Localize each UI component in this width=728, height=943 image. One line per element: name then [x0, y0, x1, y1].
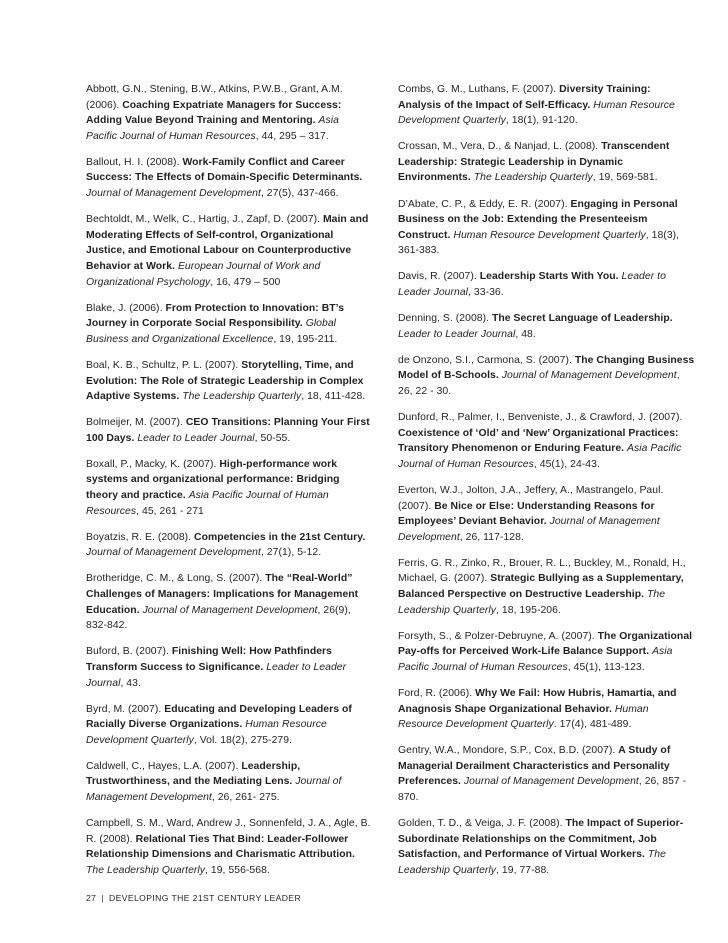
reference-details: , 44, 295 – 317.: [255, 130, 329, 142]
reference-journal: Asia Pacific Journal of Human Resources: [398, 646, 673, 673]
reference-journal: The Leadership Quarterly: [86, 864, 206, 876]
reference-authors: de Onzono, S.I., Carmona, S. (2007).: [398, 354, 572, 366]
reference-title: Storytelling, Time, and Evolution: The Role of Strategic Leadership in Complex Adaptive Systems.: [86, 359, 364, 403]
reference-details: , 19, 556-568.: [205, 864, 270, 876]
reference-entry: [398, 410, 696, 472]
reference-details: . 17(4), 481-489.: [553, 719, 632, 731]
reference-entry: [86, 759, 371, 806]
reference-title: From Protection to Innovation: BT’s Journey in Corporate Social Responsibility.: [86, 302, 345, 330]
reference-authors: Denning, S. (2008).: [398, 313, 490, 325]
reference-authors: Davis, R. (2007).: [398, 271, 477, 283]
reference-title: Be Nice or Else: Understanding Reasons for Employees’ Deviant Behavior.: [398, 500, 655, 528]
reference-title: Main and Moderating Effects of Self-control, Organizational Justice, and Emotional Labour on Counterproductive Behavior at Work.: [86, 214, 369, 272]
reference-journal: The Leadership Quarterly: [398, 849, 666, 876]
reference-title: Engaging in Personal Business on the Job: Extending the Presenteeism Construct.: [398, 198, 678, 241]
reference-journal: Journal of Management Development: [86, 776, 342, 804]
reference-authors: Gentry, W.A., Mondore, S.P., Cox, B.D. (2007).: [398, 745, 616, 757]
reference-entry: [86, 212, 371, 290]
reference-journal: Leader to Leader Journal: [86, 661, 347, 689]
reference-entry: [86, 301, 371, 348]
reference-journal: The Leadership Quarterly: [182, 391, 302, 403]
reference-title: Diversity Training: Analysis of the Impact of Self-Efficacy.: [398, 84, 651, 111]
reference-entry: [86, 571, 371, 633]
reference-title: CEO Transitions: Planning Your First 100 Days.: [86, 417, 370, 444]
reference-journal: Leader to Leader Journal: [398, 271, 666, 299]
reference-authors: Forsyth, S., & Polzer-Debruyne, A. (2007).: [398, 630, 595, 642]
reference-entry: [398, 139, 696, 186]
reference-details: , 19, 569-581.: [592, 172, 658, 184]
reference-details: , 26, 22 - 30.: [398, 370, 680, 397]
reference-journal: Asia Pacific Journal of Human Resources: [398, 443, 682, 470]
reference-entry: [398, 686, 696, 733]
reference-title: The Organizational Pay-offs for Perceived Work-Life Balance Support.: [398, 630, 693, 658]
references-right-column: [398, 82, 696, 889]
reference-entry: [398, 483, 696, 545]
reference-authors: Golden, T. D., & Veiga, J. F. (2008).: [398, 818, 563, 830]
reference-journal: Journal of Management Development: [142, 604, 318, 616]
reference-entry: [398, 743, 696, 805]
reference-entry: [398, 269, 696, 300]
reference-entry: [86, 457, 371, 519]
reference-title: Coaching Expatriate Managers for Success: Adding Value Beyond Training and Mentoring.: [86, 99, 342, 127]
reference-authors: Brotheridge, C. M., & Long, S. (2007).: [86, 573, 263, 585]
reference-title: Transcendent Leadership: Strategic Leadership in Dynamic Environments.: [398, 141, 670, 184]
reference-title: The Changing Business Model of B-Schools.: [398, 354, 695, 382]
reference-journal: Journal of Management Development: [86, 188, 261, 200]
reference-details: , 18(1), 91-120.: [505, 115, 578, 127]
reference-authors: Abbott, G.N., Stening, B.W., Atkins, P.W.B., Grant, A.M. (2006).: [86, 84, 343, 111]
reference-details: , 48.: [515, 328, 536, 340]
reference-entry: [86, 82, 371, 144]
reference-authors: Bechtoldt, M., Welk, C., Hartig, J., Zapf, D. (2007).: [86, 214, 321, 226]
reference-authors: Boyatzis, R. E. (2008).: [86, 531, 192, 543]
reference-details: , 18, 411-428.: [301, 391, 366, 403]
reference-title: The “Real-World” Challenges of Managers: Implications for Management Education.: [86, 573, 359, 616]
reference-details: , 50-55.: [254, 432, 291, 444]
reference-details: , 26, 857 - 870.: [398, 776, 687, 804]
reference-journal: Journal of Management Development: [463, 776, 639, 788]
reference-entry: [398, 82, 696, 129]
reference-authors: Caldwell, C., Hayes, L.A. (2007).: [86, 760, 239, 772]
reference-entry: [398, 816, 696, 878]
reference-details: , Vol. 18(2), 275-279.: [193, 734, 293, 746]
reference-journal: Global Business and Organizational Excellence: [86, 318, 337, 345]
reference-journal: Journal of Management Development: [86, 547, 261, 559]
reference-authors: Crossan, M., Vera, D., & Nanjad, L. (2008).: [398, 141, 599, 153]
reference-title: Leadership Starts With You.: [479, 271, 619, 283]
reference-entry: [86, 155, 371, 202]
reference-entry: [398, 197, 696, 259]
reference-details: , 19, 195-211.: [273, 333, 338, 345]
reference-title: Coexistence of ‘Old’ and ‘New’ Organizational Practices: Transitory Phenomenon or Enduring Feature.: [398, 427, 679, 455]
reference-authors: Ford, R. (2006).: [398, 688, 473, 699]
reference-details: , 27(5), 437-466.: [260, 188, 339, 200]
reference-title: Educating and Developing Leaders of Racially Diverse Organizations.: [86, 703, 352, 731]
reference-details: , 45, 261 - 271: [136, 505, 204, 517]
reference-authors: Ferris, G. R., Zinko, R., Brouer, R. L., Buckley, M., Ronald, H., Michael, G. (2007).: [398, 557, 686, 585]
reference-title: Strategic Bullying as a Supplementary, Balanced Perspective on Destructive Leadership.: [398, 573, 684, 601]
references-left-column: [86, 82, 371, 889]
reference-details: , 45(1), 24-43.: [533, 458, 600, 470]
reference-entry: [398, 311, 696, 342]
reference-journal: Leader to Leader Journal: [398, 328, 516, 340]
reference-journal: The Leadership Quarterly: [473, 172, 593, 184]
reference-journal: Journal of Management Development: [398, 516, 660, 543]
reference-title: Relational Ties That Bind: Leader-Follower Relationship Dimensions and Charismatic Attribution.: [86, 833, 355, 861]
reference-journal: Journal of Management Development: [501, 370, 677, 382]
reference-journal: Human Resource Development Quarterly: [453, 229, 646, 241]
reference-title: A Study of Managerial Derailment Characteristics and Personality Preferences.: [398, 745, 671, 788]
reference-title: Why We Fail: How Hubris, Hamartia, and Anagnosis Shape Organizational Behavior.: [398, 688, 677, 715]
reference-details: , 27(1), 5-12.: [260, 547, 322, 559]
reference-details: , 26, 117-128.: [459, 531, 524, 543]
reference-journal: Human Resource Development Quarterly: [398, 703, 649, 731]
reference-title: High-performance work systems and organizational performance: Bridging theory and practice.: [86, 458, 340, 502]
reference-details: , 45(1), 113-123.: [567, 661, 645, 673]
reference-journal: Human Resource Development Quarterly: [398, 99, 675, 127]
reference-journal: European Journal of Work and Organizational Psychology: [86, 260, 321, 288]
reference-authors: Boal, K. B., Schultz, P. L. (2007).: [86, 359, 239, 371]
reference-authors: Dunford, R., Palmer, I., Benveniste, J., & Crawford, J. (2007).: [398, 412, 683, 424]
reference-authors: Byrd, M. (2007).: [86, 703, 162, 715]
reference-details: , 16, 479 – 500: [210, 276, 281, 288]
reference-authors: D’Abate, C. P., & Eddy, E. R. (2007).: [398, 198, 568, 210]
reference-details: , 26, 261- 275.: [211, 792, 280, 804]
reference-entry: [86, 415, 371, 446]
reference-authors: Combs, G. M., Luthans, F. (2007).: [398, 84, 557, 95]
reference-authors: Blake, J. (2006).: [86, 302, 163, 314]
footer-separator: |: [101, 893, 104, 903]
reference-title: The Impact of Superior-Subordinate Relationships on the Commitment, Job Satisfaction, and Performance of Virtual Workers.: [398, 818, 684, 861]
page-footer: [86, 893, 301, 903]
reference-title: The Secret Language of Leadership.: [492, 313, 673, 325]
reference-details: , 33-36.: [468, 287, 504, 299]
reference-authors: Everton, W.J., Jolton, J.A., Jeffery, A., Mastrangelo, Paul. (2007).: [398, 484, 664, 512]
reference-entry: [86, 358, 371, 405]
reference-title: Leadership, Trustworthiness, and the Mediating Lens.: [86, 760, 301, 788]
reference-authors: Campbell, S. M., Ward, Andrew J., Sonnenfeld, J. A., Agle, B. R. (2008).: [86, 818, 371, 845]
reference-journal: Human Resource Development Quarterly: [86, 719, 327, 746]
reference-authors: Boxall, P., Macky, K. (2007).: [86, 458, 217, 470]
document-title: DEVELOPING THE 21ST CENTURY LEADER: [109, 893, 302, 903]
reference-authors: Buford, B. (2007).: [86, 646, 169, 658]
reference-journal: The Leadership Quarterly: [398, 589, 666, 616]
reference-title: Work-Family Conflict and Career Success: The Effects of Domain-Specific Determinants.: [86, 156, 363, 184]
reference-journal: Leader to Leader Journal: [137, 432, 255, 444]
reference-authors: Ballout, H. I. (2008).: [86, 156, 180, 168]
reference-details: , 19, 77-88.: [496, 864, 550, 876]
reference-details: , 43.: [120, 677, 141, 689]
reference-entry: [398, 629, 696, 676]
reference-authors: Bolmeijer, M. (2007).: [86, 417, 183, 429]
reference-entry: [86, 816, 371, 878]
reference-journal: Asia Pacific Journal of Human Resources: [86, 115, 339, 142]
page-number: 27: [86, 893, 97, 903]
reference-details: , 18(3), 361-383.: [398, 229, 680, 257]
reference-entry: [86, 530, 371, 561]
reference-entry: [86, 702, 371, 749]
reference-entry: [398, 353, 696, 400]
reference-entry: [398, 556, 696, 618]
reference-journal: Asia Pacific Journal of Human Resources: [86, 490, 329, 517]
reference-title: Finishing Well: How Pathfinders Transform Success to Significance.: [86, 646, 332, 673]
reference-details: , 26(9), 832-842.: [86, 604, 351, 632]
reference-details: , 18, 195-206.: [496, 604, 561, 616]
reference-title: Competencies in the 21st Century.: [194, 531, 366, 543]
reference-entry: [86, 644, 371, 691]
